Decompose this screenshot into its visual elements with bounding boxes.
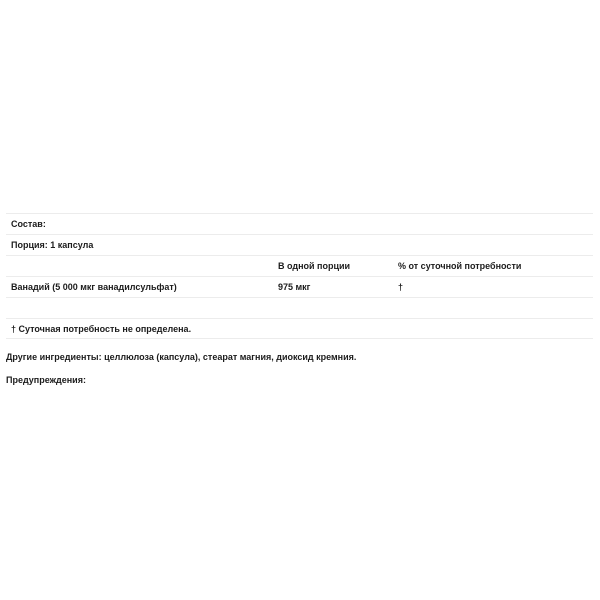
column-header-per-serving: В одной порции bbox=[278, 261, 351, 271]
column-header-daily-value: % от суточной потребности bbox=[398, 261, 522, 271]
nutrient-daily-value: † bbox=[398, 282, 404, 292]
table-row bbox=[6, 276, 593, 297]
footnote: † Суточная потребность не определена. bbox=[11, 323, 192, 334]
footnote-row bbox=[6, 318, 593, 339]
warnings-label: Предупреждения: bbox=[6, 375, 86, 385]
nutrient-name: Ванадий (5 000 мкг ванадилсульфат) bbox=[11, 282, 177, 292]
other-ingredients: Другие ингредиенты: целлюлоза (капсула), стеарат магния, диоксид кремния. bbox=[6, 352, 357, 362]
serving-size-row bbox=[6, 234, 593, 255]
table-spacer-row bbox=[6, 297, 593, 318]
serving-size: Порция: 1 капсула bbox=[11, 240, 94, 250]
column-header-row bbox=[6, 255, 593, 276]
supplement-facts-table bbox=[6, 213, 593, 339]
facts-title-row bbox=[6, 213, 593, 234]
facts-title: Состав: bbox=[11, 219, 46, 229]
nutrient-amount: 975 мкг bbox=[278, 282, 311, 292]
